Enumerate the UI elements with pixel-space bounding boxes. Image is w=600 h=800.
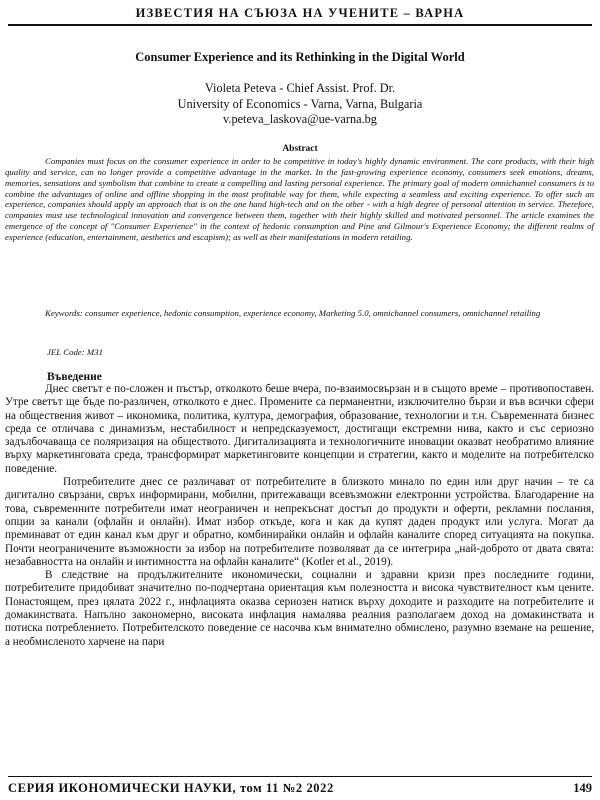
series-info: СЕРИЯ ИКОНОМИЧЕСКИ НАУКИ, том 11 №2 2022: [8, 781, 334, 795]
running-footer: [8, 776, 592, 799]
author-name: Violeta Peteva - Chief Assist. Prof. Dr.: [204, 81, 396, 95]
body-text: [5, 383, 594, 782]
body-paragraph-3: В следствие на продължителните икономически, социални и здравни кризи през последните години, потребителите придобиват значително по-подчертана ориентация към полезността и висока чувствителност към цените. Понастоящем, през цялата 2022 г., инфлацията оказва сериозен натиск върху доходите и разходите на потребителите и домакинствата. Напълно закономерно, високата инфлация намалява реалния разполагаем доход на домакинствата и потиска потреблението. Потребителското поведение се насочва към внимателно обмислено, разумно вземане на решение, а необмисленото харчене на пари: [5, 569, 594, 648]
abstract-heading: Abstract: [282, 144, 318, 154]
author-email: v.peteva_laskova@ue-varna.bg: [223, 112, 377, 126]
body-paragraph-1: Днес светът е по-сложен и пъстър, отколкото беше вчера, по-взаимосвързан и в същото време – противопоставен. Утре светът ще бъде по-различен, отколкото е днес. Промените са перманентни, изключително бързи и във всички сфери на обществения живот – икономика, политика, култура, демография, образование, технологии и т.н. Съвременната бизнес среда се отличава с динамизъм, нестабилност и непредсказуемост, достигащи екстремни нива, както и със сериозно задълбочаваща се поляризация на обществото. Дигитализацията и технологичните иновации оказват необратимо влияние върху маркетинговата среда, трансформират маркетинговите концепции и стратегии, както и моделите на потребителско поведение.: [5, 383, 594, 475]
keywords: Keywords: consumer experience, hedonic consumption, experience economy, Marketing 5.0, omnichannel consumers, omnichannel retailing: [45, 308, 541, 318]
article-title: Consumer Experience and its Rethinking in the Digital World: [135, 50, 465, 64]
running-header: ИЗВЕСТИЯ НА СЪЮЗА НА УЧЕНИТЕ – ВАРНА: [8, 2, 592, 26]
abstract-text: Companies must focus on the consumer experience in order to be competitive in today's highly dynamic environment. The core products, with their high quality and service, can no longer provide a competitive advantage in the market. In the fast-growing experience economy, consumers seek emotions, dreams, memories, sensations and symbolism that combine to create a compelling and lasting personal experience. The primary goal of modern omnichannel consumers is to combine the advantages of online and offline shopping in the most profitable way for them, while expecting a seamless and exciting experience. To offer such an experience, companies should apply an approach that is on the one hand high-tech and on the other - with a high degree of personal attention in service. Therefore, companies must use technological innovation and convergence between them, together with their highly skilled and motivated personnel. The article examines the emergence of the concept of "Consumer Experience" in the context of hedonic consumption and Pine and Gilmour's Experience Economy; the different realms of experience (education, entertainment, aesthetics and escapism); as well as their manifestations in modern retailing.: [5, 156, 594, 242]
introduction-heading: Въведение: [47, 371, 102, 383]
author-affiliation: University of Economics - Varna, Varna, Bulgaria: [177, 96, 423, 111]
body-paragraph-2: Потребителите днес се различават от потребителите в близкото минало по един или друг начин – те са дигитално свързани, свръх информирани, мобилни, притежаващи всевъзможни електронни устройства. Благодарение на това, съвременните потребители имат неограничен и непрекъснат достъп до продукти и оферти, рекламни послания, опции за канали (офлайн и онлайн). Имат избор откъде, кога и как да купят даден продукт или услуга. Могат да преминават от един канал към друг и обратно, комбинирайки онлайн и офлайн каналите според ситуацията на покупка. Почти неограничените възможности за избор на потребителите позволяват да се интегрира „най-доброто от двата свята: незабавността на онлайн и интимността на офлайн каналите“ (Kotler et al., 2019).: [5, 476, 594, 568]
author-block: [0, 81, 600, 128]
page-number: 149: [573, 781, 592, 795]
jel-code: JEL Code: M31: [47, 347, 104, 357]
